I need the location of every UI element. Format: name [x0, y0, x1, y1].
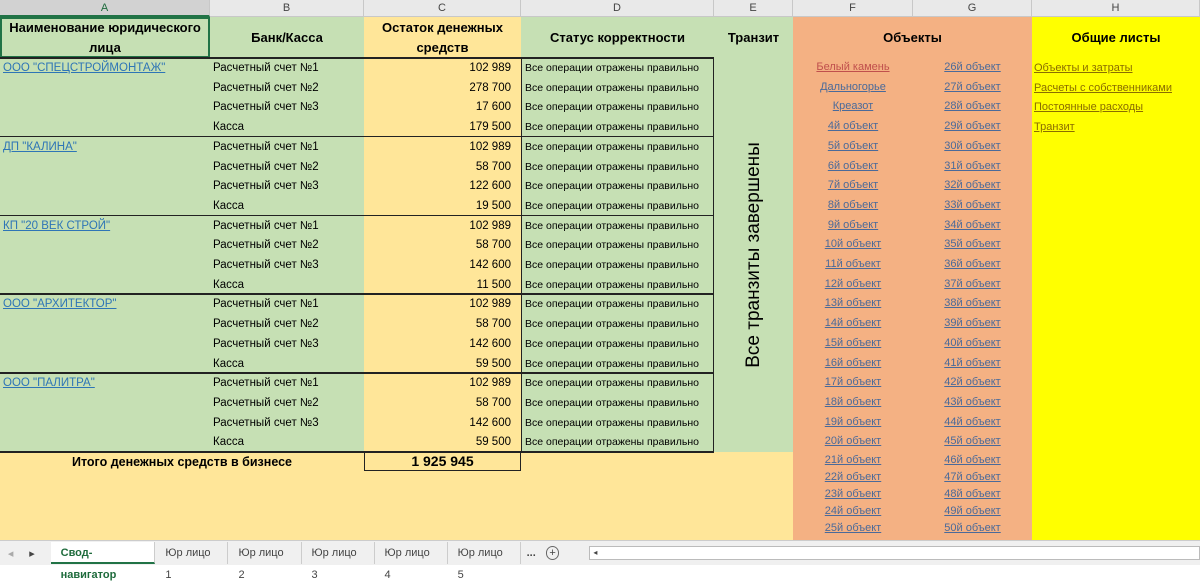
- object-link[interactable]: 17й объект: [824, 376, 882, 389]
- object-link[interactable]: 44й объект: [944, 415, 1001, 428]
- account-name: Расчетный счет №3: [213, 259, 319, 271]
- object-link[interactable]: 36й объект: [944, 258, 1001, 270]
- column-header-a[interactable]: A: [0, 0, 210, 17]
- account-name: Расчетный счет №1: [213, 62, 319, 74]
- account-balance[interactable]: 58 700: [475, 239, 511, 252]
- account-name: Расчетный счет №1: [213, 298, 319, 311]
- sheet-tab[interactable]: Юр лицо 2: [228, 542, 301, 564]
- object-link[interactable]: 7й объект: [827, 179, 879, 192]
- sheet-tab[interactable]: Юр лицо 5: [448, 542, 521, 564]
- status-text: Все операции отражены правильно: [525, 259, 699, 271]
- account-balance[interactable]: 102 989: [469, 140, 511, 153]
- header-balance: Остаток денежных средств: [382, 19, 503, 55]
- sheet-tab[interactable]: Юр лицо 3: [302, 542, 375, 564]
- object-link[interactable]: Дальногорье: [820, 80, 886, 93]
- object-link[interactable]: 16й объект: [824, 356, 882, 369]
- object-link[interactable]: Белый камень: [816, 61, 890, 73]
- column-header-e[interactable]: E: [714, 0, 793, 17]
- account-balance[interactable]: 58 700: [475, 160, 511, 173]
- account-balance[interactable]: 102 989: [469, 377, 511, 390]
- object-link[interactable]: 20й объект: [824, 435, 882, 448]
- status-box: [521, 373, 714, 452]
- object-link[interactable]: 9й объект: [827, 218, 879, 231]
- sheet-tab[interactable]: Юр лицо 1: [155, 542, 228, 564]
- object-link[interactable]: 32й объект: [944, 179, 1001, 192]
- object-link[interactable]: 15й объект: [824, 336, 882, 349]
- object-link[interactable]: 33й объект: [944, 198, 1001, 211]
- account-name: Расчетный счет №3: [213, 180, 319, 193]
- account-name: Расчетный счет №3: [213, 101, 319, 114]
- object-link[interactable]: 31й объект: [944, 159, 1001, 172]
- object-link[interactable]: 23й объект: [824, 488, 882, 500]
- general-sheet-link[interactable]: Постоянные расходы: [1034, 101, 1144, 114]
- object-link[interactable]: 42й объект: [944, 376, 1001, 389]
- transit-cell: [714, 58, 793, 452]
- object-link[interactable]: 45й объект: [944, 435, 1001, 448]
- general-sheet-link[interactable]: Транзит: [1034, 121, 1075, 134]
- column-header-c[interactable]: C: [364, 0, 521, 17]
- status-text: Все операции отражены правильно: [525, 219, 699, 232]
- account-balance[interactable]: 19 500: [475, 199, 511, 212]
- status-text: Все операции отражены правильно: [525, 199, 699, 212]
- total-label: Итого денежных средств в бизнесе: [71, 455, 293, 469]
- account-balance[interactable]: 59 500: [475, 436, 511, 449]
- object-link[interactable]: 24й объект: [824, 505, 882, 517]
- header-objects: Объекты: [883, 29, 942, 45]
- object-link[interactable]: 27й объект: [944, 80, 1001, 93]
- object-link[interactable]: 12й объект: [824, 277, 882, 290]
- status-text: Все операции отражены правильно: [525, 101, 699, 114]
- object-link[interactable]: 19й объект: [824, 415, 882, 428]
- object-link[interactable]: 26й объект: [944, 61, 1001, 73]
- object-link[interactable]: 50й объект: [944, 522, 1001, 534]
- status-text: Все операции отражены правильно: [525, 337, 699, 350]
- header-entity-name[interactable]: Наименование юридического лица: [0, 17, 210, 58]
- account-balance[interactable]: 102 989: [469, 62, 511, 74]
- object-link[interactable]: 37й объект: [944, 277, 1001, 290]
- more-sheets-button[interactable]: ...: [526, 547, 536, 559]
- entity-link[interactable]: ООО "СПЕЦСТРОЙМОНТАЖ": [3, 62, 166, 74]
- general-sheet-link[interactable]: Расчеты с собственниками: [1034, 81, 1172, 94]
- scroll-next-icon[interactable]: ▸: [29, 547, 35, 560]
- transit-status: Все транзиты завершены: [742, 142, 764, 368]
- horizontal-scrollbar[interactable]: ◂: [589, 546, 1200, 560]
- object-link[interactable]: 41й объект: [944, 356, 1001, 369]
- object-link[interactable]: 38й объект: [944, 297, 1001, 310]
- object-link[interactable]: 25й объект: [824, 522, 882, 534]
- account-name: Расчетный счет №2: [213, 396, 319, 409]
- status-box: [521, 294, 714, 373]
- account-balance[interactable]: 102 989: [469, 219, 511, 232]
- object-link[interactable]: 21й объект: [824, 454, 882, 466]
- account-balance[interactable]: 59 500: [475, 357, 511, 370]
- column-header-b[interactable]: B: [210, 0, 364, 17]
- object-link[interactable]: 18й объект: [824, 395, 882, 408]
- account-name: Расчетный счет №2: [213, 318, 319, 331]
- object-link[interactable]: 22й объект: [824, 471, 882, 483]
- status-text: Все операции отражены правильно: [525, 239, 699, 252]
- status-text: Все операции отражены правильно: [525, 180, 699, 193]
- status-text: Все операции отражены правильно: [525, 140, 699, 153]
- status-text: Все операции отражены правильно: [525, 298, 699, 311]
- object-link[interactable]: 47й объект: [944, 471, 1001, 483]
- account-name: Касса: [213, 357, 244, 370]
- sheet-tab[interactable]: Свод-навигатор: [51, 542, 156, 564]
- account-balance[interactable]: 179 500: [469, 121, 511, 134]
- sheet-tab-bar: [0, 540, 1200, 581]
- entity-link[interactable]: ООО "АРХИТЕКТОР": [3, 298, 117, 311]
- object-link[interactable]: 49й объект: [944, 505, 1001, 517]
- account-name: Расчетный счет №2: [213, 81, 319, 94]
- account-name: Касса: [213, 436, 244, 449]
- scroll-prev-icon[interactable]: ◂: [7, 547, 14, 560]
- account-name: Расчетный счет №1: [213, 219, 319, 232]
- header-general-sheets: Общие листы: [1071, 29, 1161, 45]
- object-link[interactable]: 5й объект: [827, 139, 879, 152]
- account-balance[interactable]: 58 700: [475, 396, 511, 409]
- sheet-tab[interactable]: Юр лицо 4: [375, 542, 448, 564]
- object-link[interactable]: 39й объект: [944, 317, 1001, 330]
- object-link[interactable]: 46й объект: [944, 454, 1001, 466]
- account-name: Расчетный счет №2: [213, 239, 319, 252]
- object-link[interactable]: 11й объект: [825, 258, 881, 270]
- object-link[interactable]: 40й объект: [944, 336, 1001, 349]
- column-header-h[interactable]: H: [1032, 0, 1200, 17]
- account-name: Расчетный счет №3: [213, 337, 319, 350]
- object-link[interactable]: 14й объект: [824, 317, 882, 330]
- status-text: Все операции отражены правильно: [525, 436, 699, 449]
- account-balance[interactable]: 142 600: [469, 259, 511, 271]
- status-text: Все операции отражены правильно: [525, 396, 699, 409]
- status-text: Все операции отражены правильно: [525, 121, 699, 134]
- object-link[interactable]: Креазот: [832, 100, 874, 113]
- status-text: Все операции отражены правильно: [525, 416, 699, 429]
- status-text: Все операции отражены правильно: [525, 81, 699, 94]
- column-header-d[interactable]: D: [521, 0, 714, 17]
- account-balance[interactable]: 122 600: [469, 180, 511, 193]
- status-box: [521, 137, 714, 216]
- status-box: [521, 216, 714, 295]
- account-name: Расчетный счет №1: [213, 377, 319, 390]
- object-link[interactable]: 8й объект: [827, 198, 879, 211]
- object-link[interactable]: 4й объект: [827, 120, 879, 133]
- object-link[interactable]: 35й объект: [944, 238, 1001, 251]
- entity-link[interactable]: КП "20 ВЕК СТРОЙ": [3, 219, 111, 232]
- status-text: Все операции отражены правильно: [525, 278, 699, 291]
- status-text: Все операции отражены правильно: [525, 357, 699, 370]
- total-value: 1 925 945: [364, 452, 521, 471]
- object-link[interactable]: 48й объект: [944, 488, 1001, 500]
- object-link[interactable]: 28й объект: [944, 100, 1001, 113]
- account-name: Расчетный счет №2: [213, 160, 319, 173]
- account-name: Касса: [213, 199, 244, 212]
- object-link[interactable]: 30й объект: [944, 139, 1001, 152]
- account-balance[interactable]: 102 989: [469, 298, 511, 311]
- status-text: Все операции отражены правильно: [525, 318, 699, 331]
- object-link[interactable]: 34й объект: [944, 218, 1001, 231]
- status-text: Все операции отражены правильно: [525, 62, 699, 74]
- account-name: Расчетный счет №3: [213, 416, 319, 429]
- status-text: Все операции отражены правильно: [525, 377, 699, 390]
- general-sheet-link[interactable]: Объекты и затраты: [1034, 62, 1133, 74]
- entity-link[interactable]: ДП "КАЛИНА": [3, 140, 77, 153]
- object-link[interactable]: 29й объект: [944, 120, 1001, 133]
- account-balance[interactable]: 11 500: [476, 278, 511, 291]
- account-balance[interactable]: 142 600: [469, 337, 511, 350]
- object-link[interactable]: 6й объект: [827, 159, 879, 172]
- header-transit: Транзит: [727, 29, 780, 45]
- account-balance[interactable]: 58 700: [475, 318, 511, 331]
- add-sheet-icon[interactable]: +: [546, 546, 560, 560]
- column-header-f[interactable]: F: [793, 0, 913, 17]
- account-name: Касса: [213, 121, 244, 134]
- account-name: Расчетный счет №1: [213, 140, 319, 153]
- status-box: [521, 58, 714, 137]
- account-name: Касса: [213, 278, 244, 291]
- account-balance[interactable]: 142 600: [469, 416, 511, 429]
- column-header-g[interactable]: G: [913, 0, 1032, 17]
- account-balance[interactable]: 278 700: [469, 81, 511, 94]
- object-link[interactable]: 13й объект: [824, 297, 882, 310]
- entity-link[interactable]: ООО "ПАЛИТРА": [3, 377, 95, 390]
- header-status: Статус корректности: [550, 29, 685, 45]
- object-link[interactable]: 10й объект: [824, 238, 882, 251]
- account-balance[interactable]: 17 600: [475, 101, 511, 114]
- object-link[interactable]: 43й объект: [944, 395, 1001, 408]
- status-text: Все операции отражены правильно: [525, 160, 699, 173]
- header-bank: Банк/Касса: [251, 29, 323, 45]
